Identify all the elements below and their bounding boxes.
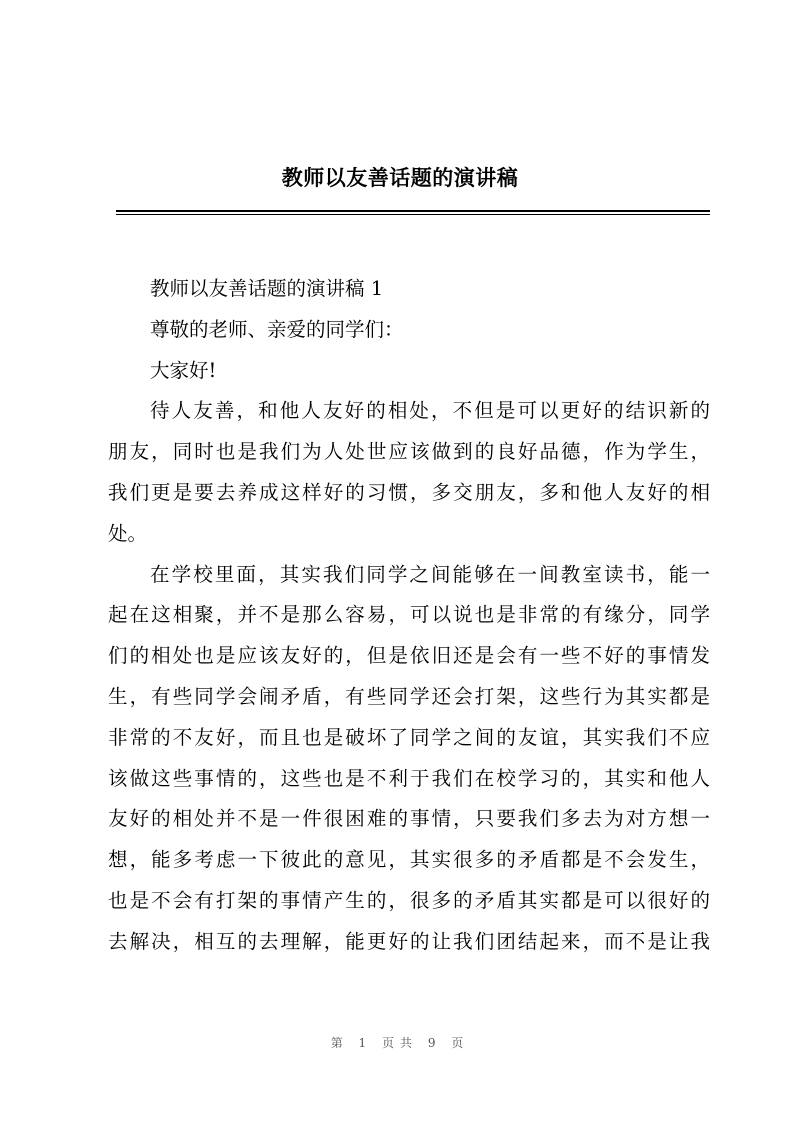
body-line-text: 我们更是要去养成这样好的习惯，多交朋友，多和他人友好的相: [108, 480, 710, 504]
body-line-text: 去解决，相互的去理解，能更好的让我们团结起来，而不是让我: [108, 929, 710, 953]
body-line: [108, 677, 710, 718]
document-body: [108, 269, 710, 963]
body-line-text: 友好的相处并不是一件很困难的事情，只要我们多去为对方想一: [108, 807, 710, 831]
body-line: [108, 310, 710, 351]
body-line: [108, 269, 710, 310]
body-line-text: 非常的不友好，而且也是破坏了同学之间的友谊，其实我们不应: [108, 725, 710, 749]
body-line-text: 该做这些事情的，这些也是不利于我们在校学习的，其实和他人: [108, 766, 710, 790]
body-line: [108, 636, 710, 677]
body-line: [108, 718, 710, 759]
body-line: [108, 840, 710, 881]
body-line-text: 尊敬的老师、亲爱的同学们：: [150, 317, 404, 341]
body-line: [108, 351, 710, 392]
body-line-text: 起在这相聚，并不是那么容易，可以说也是非常的有缘分，同学: [108, 603, 710, 627]
body-line-text: 也是不会有打架的事情产生的，很多的矛盾其实都是可以很好的: [108, 888, 710, 912]
body-line: [108, 473, 710, 514]
body-line: [108, 595, 710, 636]
body-line: [108, 514, 710, 555]
body-line-text: 教师以友善话题的演讲稿 1: [150, 277, 384, 300]
title-rule-thick: [116, 210, 710, 212]
page-title: 教师以友善话题的演讲稿: [281, 166, 519, 190]
page-footer: 第 1 页共 9 页: [330, 1036, 470, 1050]
body-line: [108, 922, 710, 963]
body-line-text: 朋友，同时也是我们为人处世应该做到的良好品德，作为学生，: [108, 440, 710, 464]
title-rule-thin: [116, 214, 710, 215]
body-line-text: 想，能多考虑一下彼此的意见，其实很多的矛盾都是不会发生，: [108, 848, 710, 872]
body-line: [108, 799, 710, 840]
body-line: [108, 391, 710, 432]
body-line: [108, 432, 710, 473]
body-line-text: 们的相处也是应该友好的，但是依旧还是会有一些不好的事情发: [108, 644, 710, 668]
body-line-text: 待人友善，和他人友好的相处，不但是可以更好的结识新的: [150, 399, 710, 423]
body-line-text: 在学校里面，其实我们同学之间能够在一间教室读书，能一: [150, 562, 710, 586]
body-line-text: 生，有些同学会闹矛盾，有些同学还会打架，这些行为其实都是: [108, 684, 710, 708]
body-line: [108, 759, 710, 800]
body-line: [108, 881, 710, 922]
body-line-text: 大家好!: [150, 358, 217, 382]
body-line-text: 处。: [108, 521, 148, 545]
body-line: [108, 555, 710, 596]
